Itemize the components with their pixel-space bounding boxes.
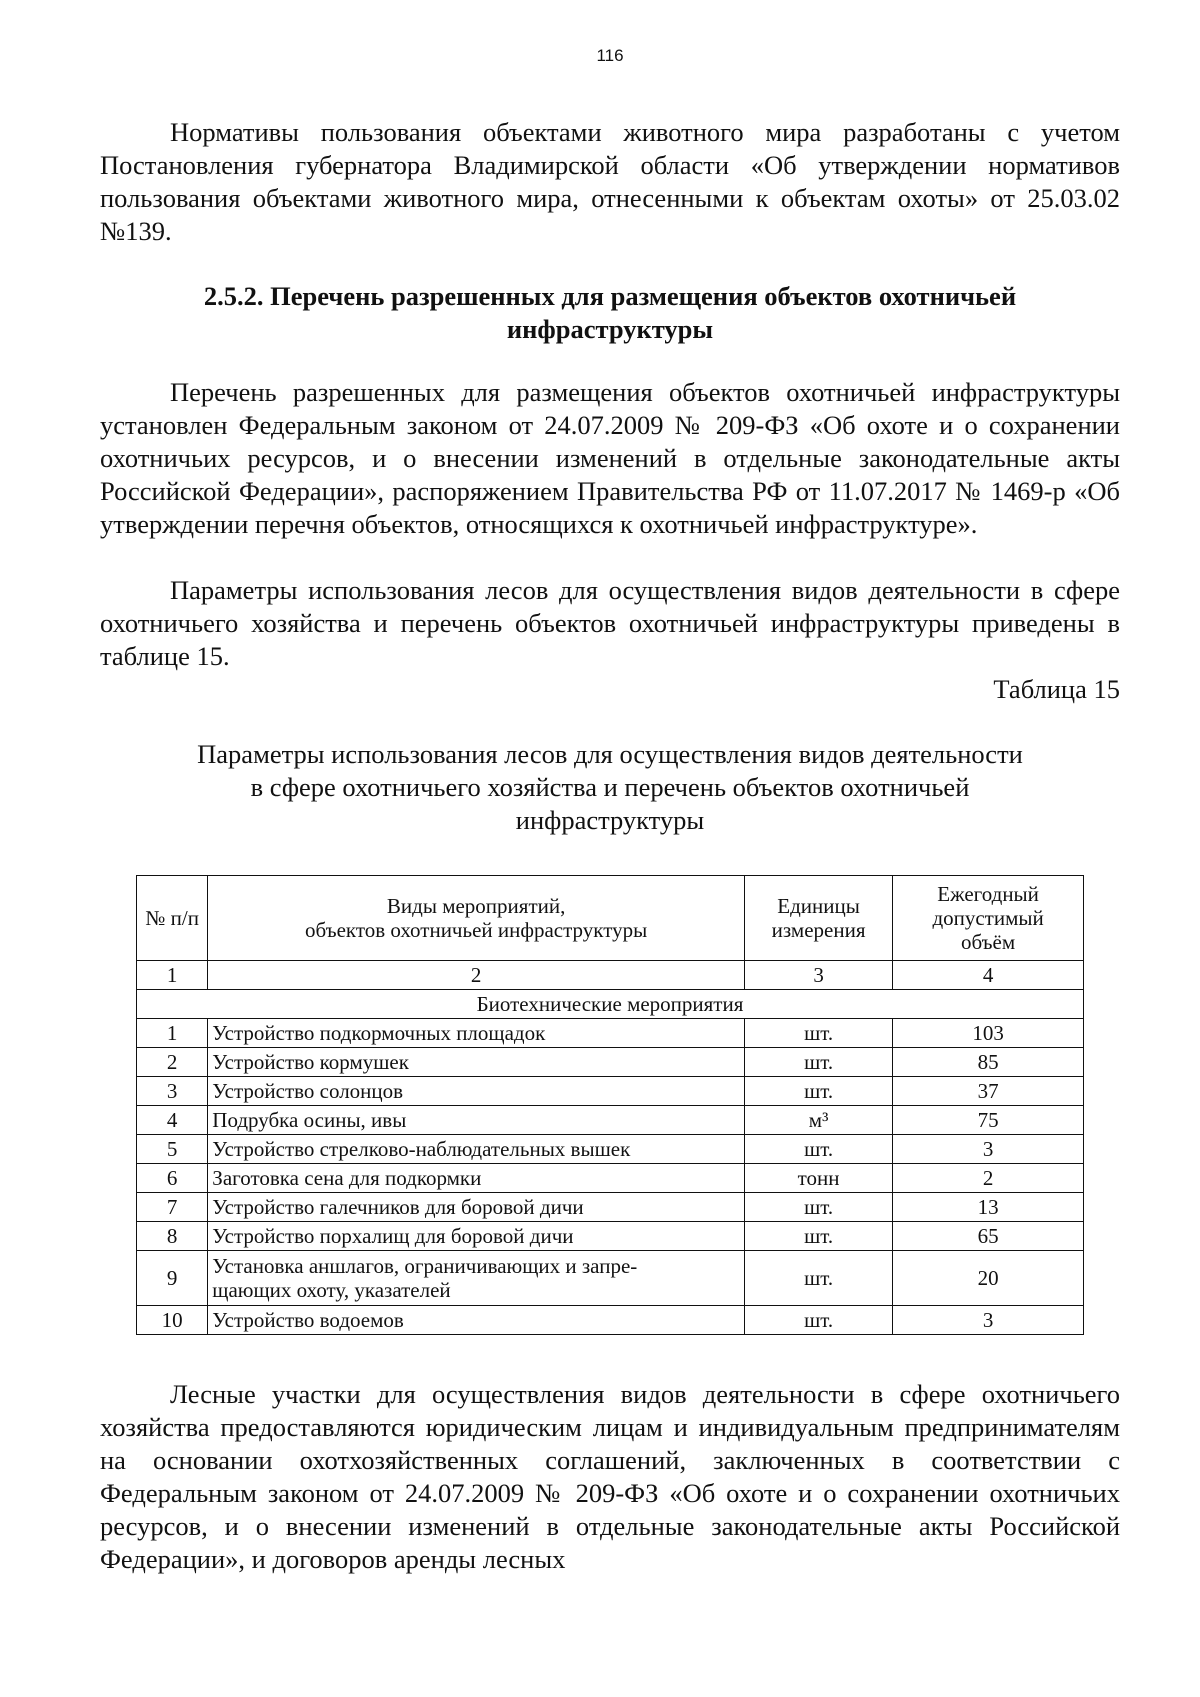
row-volume: 103 — [893, 1019, 1084, 1048]
row-volume: 85 — [893, 1048, 1084, 1077]
table-label: Таблица 15 — [993, 674, 1120, 704]
header-no: № п/п — [137, 876, 208, 961]
row-name: Устройство подкормочных площадок — [208, 1019, 745, 1048]
row-name-line: Установка аншлагов, ограничивающих и запре- — [212, 1254, 638, 1278]
paragraph-hunting-norms: Нормативы пользования объектами животного мира разработаны с учетом Постановления губернатора Владимирской области «Об утверждении нормативов пользования объектами животного мира, отнесенными к объектам охоты» от 25.03.02 №139. — [100, 117, 1120, 246]
row-unit: шт. — [744, 1077, 892, 1106]
row-unit: шт. — [744, 1251, 892, 1306]
row-no: 1 — [137, 1019, 208, 1048]
row-no: 5 — [137, 1135, 208, 1164]
column-number: 4 — [893, 961, 1084, 990]
row-unit: тонн — [744, 1164, 892, 1193]
header-activity-line: объектов охотничьей инфраструктуры — [305, 918, 648, 942]
row-unit: шт. — [744, 1048, 892, 1077]
section-heading: 2.5.2. Перечень разрешенных для размещения объектов охотничьей инфраструктуры — [203, 281, 1017, 344]
row-name: Устройство стрелково-наблюдательных вышек — [208, 1135, 745, 1164]
row-no: 9 — [137, 1251, 208, 1306]
table-row — [137, 1222, 1084, 1251]
header-unit-line: Единицы — [777, 894, 860, 918]
table-row — [137, 1164, 1084, 1193]
row-volume: 75 — [893, 1106, 1084, 1135]
table-row — [137, 1135, 1084, 1164]
table-row — [137, 1106, 1084, 1135]
document-page — [100, 0, 1120, 1697]
paragraph-forest-plots: Лесные участки для осуществления видов деятельности в сфере охотничьего хозяйства предоставляются юридическим лицам и индивидуальным предпринимателям на основании охотхозяйственных соглашений, заключенных в соответствии с Федеральным законом от 24.07.2009 № 209-ФЗ «Об охоте и о сохранении охотничьих ресурсов, и о внесении изменений в отдельные законодательные акты Российской Федерации», и договоров аренды лесных — [100, 1379, 1120, 1574]
table-caption — [100, 738, 1120, 837]
row-no: 8 — [137, 1222, 208, 1251]
column-number: 2 — [208, 961, 745, 990]
row-unit: шт. — [744, 1222, 892, 1251]
row-unit: шт. — [744, 1019, 892, 1048]
row-no: 4 — [137, 1106, 208, 1135]
row-unit: м³ — [744, 1106, 892, 1135]
row-volume: 37 — [893, 1077, 1084, 1106]
table-caption-line: инфраструктуры — [515, 805, 705, 835]
row-unit: шт. — [744, 1135, 892, 1164]
row-no: 2 — [137, 1048, 208, 1077]
page-number: 116 — [596, 46, 624, 65]
table-row — [137, 1019, 1084, 1048]
row-no: 7 — [137, 1193, 208, 1222]
row-name: Устройство кормушек — [208, 1048, 745, 1077]
hunting-infrastructure-table — [136, 875, 1084, 1335]
row-unit: шт. — [744, 1306, 892, 1335]
header-unit — [744, 876, 892, 961]
paragraph-infrastructure-list: Перечень разрешенных для размещения объектов охотничьей инфраструктуры установлен Федеральным законом от 24.07.2009 № 209-ФЗ «Об охоте и о сохранении охотничьих ресурсов, и о внесении изменений в отдельные законодательные акты Российской Федерации», распоряжением Правительства РФ от 11.07.2017 № 1469-р «Об утверждении перечня объектов, относящихся к охотничьей инфраструктуре». — [100, 377, 1120, 539]
row-name — [208, 1251, 745, 1306]
row-name: Подрубка осины, ивы — [208, 1106, 745, 1135]
row-no: 3 — [137, 1077, 208, 1106]
header-volume-line: Ежегодный — [937, 882, 1039, 906]
paragraph-table-reference: Параметры использования лесов для осуществления видов деятельности в сфере охотничьего хозяйства и перечень объектов охотничьей инфраструктуры приведены в таблице 15. — [100, 575, 1120, 671]
table-row — [137, 1251, 1084, 1306]
row-volume: 2 — [893, 1164, 1084, 1193]
column-number: 3 — [744, 961, 892, 990]
row-name-line: щающих охоту, указателей — [212, 1278, 451, 1302]
row-no: 10 — [137, 1306, 208, 1335]
table-row — [137, 1077, 1084, 1106]
table-row — [137, 1193, 1084, 1222]
row-volume: 3 — [893, 1135, 1084, 1164]
header-volume-line: допустимый — [932, 906, 1044, 930]
table-header-row — [137, 876, 1084, 961]
group-title: Биотехнические мероприятия — [137, 990, 1084, 1019]
table-row — [137, 1048, 1084, 1077]
row-volume: 20 — [893, 1251, 1084, 1306]
header-activity — [208, 876, 745, 961]
row-volume: 13 — [893, 1193, 1084, 1222]
column-number-row — [137, 961, 1084, 990]
row-name: Устройство солонцов — [208, 1077, 745, 1106]
row-volume: 65 — [893, 1222, 1084, 1251]
row-no: 6 — [137, 1164, 208, 1193]
header-volume — [893, 876, 1084, 961]
row-volume: 3 — [893, 1306, 1084, 1335]
row-name: Заготовка сена для подкормки — [208, 1164, 745, 1193]
header-volume-line: объём — [961, 930, 1016, 954]
header-unit-line: измерения — [771, 918, 866, 942]
row-name: Устройство водоемов — [208, 1306, 745, 1335]
row-name: Устройство порхалищ для боровой дичи — [208, 1222, 745, 1251]
header-activity-line: Виды мероприятий, — [386, 894, 566, 918]
table-caption-line: в сфере охотничьего хозяйства и перечень объектов охотничьей — [250, 772, 970, 802]
table-row — [137, 1306, 1084, 1335]
row-name: Устройство галечников для боровой дичи — [208, 1193, 745, 1222]
column-number: 1 — [137, 961, 208, 990]
table-caption-line: Параметры использования лесов для осуществления видов деятельности — [197, 739, 1023, 769]
row-unit: шт. — [744, 1193, 892, 1222]
table-group-row — [137, 990, 1084, 1019]
